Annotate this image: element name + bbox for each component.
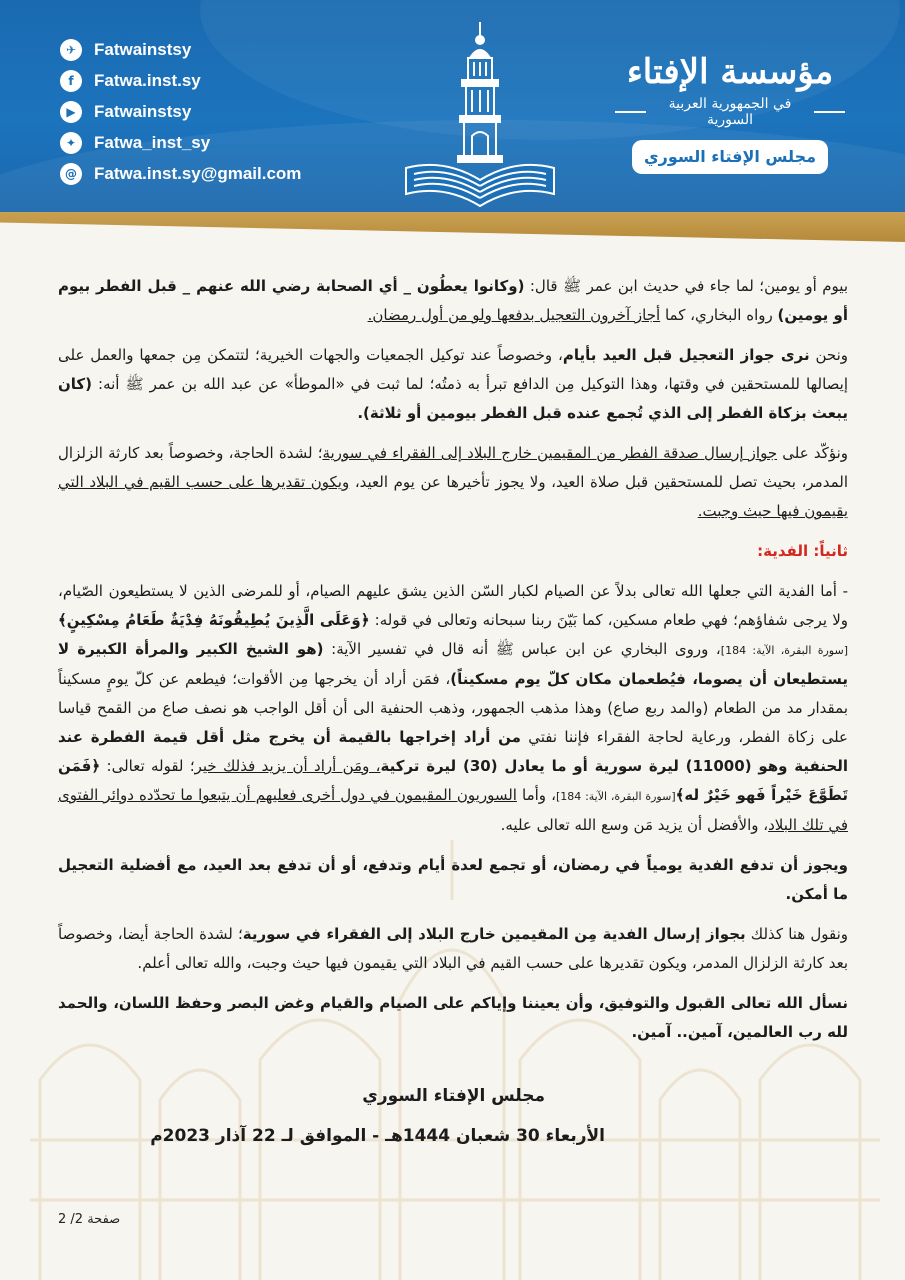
social-link-email[interactable] [60,158,301,189]
section-title: ثانياً: الفدية: [757,542,848,560]
institution-subtitle: في الجمهورية العربية السورية [668,96,792,128]
text-run: ؛ لشدة الحاجة أيضا، وخصوصاً بعد كارثة الزلزال المدمر، ويكون تقديرها على حسب القيم في البلاد التي يقيمون فيها حيث وجبت، والله تعالى أعلم. [58,925,848,972]
twitter-icon: ✦ [60,132,82,154]
paragraph: ويجوز أن تدفع الفدية يومياً في رمضان، أو تجمع لعدة أيام وتدفع، أو أن تدفع بعد العيد، مع أفضلية التعجيل ما أمكن. [58,856,848,903]
social-handle: Fatwa.inst.sy [94,70,201,90]
quran-verse: ﴿وَعَلَى الَّذِينَ يُطِيقُونَهُ فِدْيَةٌ طَعَامُ مِسْكِينٍ﴾ [58,611,370,629]
divider [814,111,845,113]
header-banner [0,0,905,218]
verse-reference: [سورة البقرة، الآية: 184] [720,644,848,657]
text-run: ونؤكّد على [777,444,848,462]
signature-date: الأربعاء 30 شعبان 1444هـ - الموافق لـ 22 آذار 2023م [150,1126,605,1146]
underlined-text: جواز إرسال صدقة الفطر من المقيمين خارج البلاد إلى الفقراء في سورية [322,444,778,462]
institution-subtitle-row [615,96,845,128]
social-link-youtube[interactable] [60,96,301,127]
social-link-telegram[interactable] [60,34,301,65]
social-handle: Fatwa.inst.sy@gmail.com [94,163,302,183]
header-gold-band [0,212,905,242]
email-icon: @ [60,163,82,185]
telegram-icon: ✈ [60,39,82,61]
bold-text: نرى جواز التعجيل قبل العيد بأيام [562,346,810,364]
hadith-quote: (كان يبعث بزكاة الفطر إلى الذي تُجمع عنده قبل الفطر بيومين أو ثلاثة). [58,375,848,422]
social-handle: Fatwa_inst_sy [94,132,211,152]
institution-title: مؤسسة الإفتاء [626,52,834,92]
minaret-book-logo-icon [400,18,560,214]
bold-text: بجواز إرسال الفدية مِن المقيمين خارج البلاد إلى الفقراء في سورية [242,925,746,943]
text-run: - أما الفدية التي جعلها الله تعالى بدلاً عن الصيام لكبار السّن الذين يشق عليهم الصيام، أو للمرضى الذين لا يستطيعون الصّيام، ولا يرجى شفاؤهم؛ فهي طعام مسكين، كما بَيّنَ ربنا سبحانه وتعالى في قوله: [58,582,848,629]
paragraph [58,577,848,840]
text-run: ونقول هنا كذلك [745,925,849,943]
divider [615,111,646,113]
paragraph [58,439,848,526]
text-run: ، وأما [516,786,556,804]
text-run: ؛ لقوله تعالى: [100,757,195,775]
bold-text: من أراد إخراجها بالقيمة أن يخرج مثل أقل قيمة الفطرة عند الحنفية وهو (11000) ليرة سورية أو ما يعادل (30) ليرة تركية [58,728,848,775]
text-run: ونحن [809,346,848,364]
underlined-text: أجاز آخرون التعجيل بدفعها ولو من أول رمضان. [367,306,661,324]
text-run: بيوم أو يومين؛ لما جاء في حديث ابن عمر ﷺ قال: [524,277,849,295]
text-run: ، والأفضل أن يزيد مَن وسع الله تعالى عليه. [500,816,769,834]
social-handle: Fatwainstsy [94,101,192,121]
social-links [60,34,301,189]
paragraph [58,920,848,978]
underlined-text: ، ومَن أراد أن يزيد فذلك خير [194,757,381,775]
signature-name: مجلس الإفتاء السوري [362,1086,545,1106]
hadith-quote: (هو الشيخ الكبير والمرأة الكبيرة لا يستطيعان أن يصوما، فيُطعمان مكان كلّ يوم مسكيناً) [58,640,848,688]
social-link-facebook[interactable] [60,65,301,96]
youtube-icon: ▶ [60,101,82,123]
underlined-text: السوريون المقيمون في دول أخرى فعليهم أن يتبعوا ما تحدّده دوائر الفتوى في تلك البلاد [58,786,848,834]
paragraph [58,341,848,428]
text-run: ، وروى البخاري عن ابن عباس ﷺ أنه قال في تفسير الآية: [323,640,721,658]
council-badge: مجلس الإفتاء السوري [632,140,828,174]
social-link-twitter[interactable] [60,127,301,158]
text-run: رواه البخاري، كما [660,306,778,324]
hadith-quote: (وكانوا يعطُون _ أي الصحابة رضي الله عنهم _ قبل الفطر بيوم أو يومين) [58,277,848,324]
quran-verse: ﴿فَمَن تَطَوَّعَ خَيْراً فَهو خَيْرٌ له﴾ [58,757,848,804]
document-body [58,272,848,1058]
page-number: صفحة 2/ 2 [58,1212,121,1227]
paragraph [58,272,848,330]
social-handle: Fatwainstsy [94,39,192,59]
closing-prayer: نسأل الله تعالى القبول والتوفيق، وأن يعيننا وإياكم على الصيام والقيام وغض البصر وحفظ اللسان، والحمد لله رب العالمين، آمين.. آمين. [58,994,848,1041]
text-run: ، فمَن أراد أن يخرجها مِن الأقوات؛ فيطعم عن كلّ يومٍ مسكيناً بمقدار مد من الطعام (والمد ربع صاع) وهذا مذهب الجمهور، وذهب الحنفية الى أن أقل الواجب هو نصف صاع من القمح قياسا على زكاة الفطر، ورعاية لحاجة الفقراء فإننا نفتي [58,670,849,746]
verse-reference: [سورة البقرة، الآية: 184] [555,790,676,803]
underlined-text: ويكون تقديرها على حسب القيم في البلاد التي يقيمون فيها حيث وجبت. [58,473,848,520]
text-run: ، وخصوصاً عند توكيل الجمعيات والجهات الخيرية؛ لتتمكن مِن جمعها والعمل على إيصالها للمستحقين في وقتها، وهذا التوكيل مِن الدافع تبرأ به ذمتُه؛ لما ثبت في «الموطأ» عن عبد الله بن عمر ﷺ أنه: [58,346,848,393]
text-run: ؛ لشدة الحاجة، وخصوصاً بعد كارثة الزلزال المدمر، بحيث تصل للمستحقين قبل صلاة العيد، ولا يجوز تأخيرها عن يوم العيد، [58,444,849,491]
facebook-icon: f [60,70,82,92]
institution-brand [615,50,845,174]
